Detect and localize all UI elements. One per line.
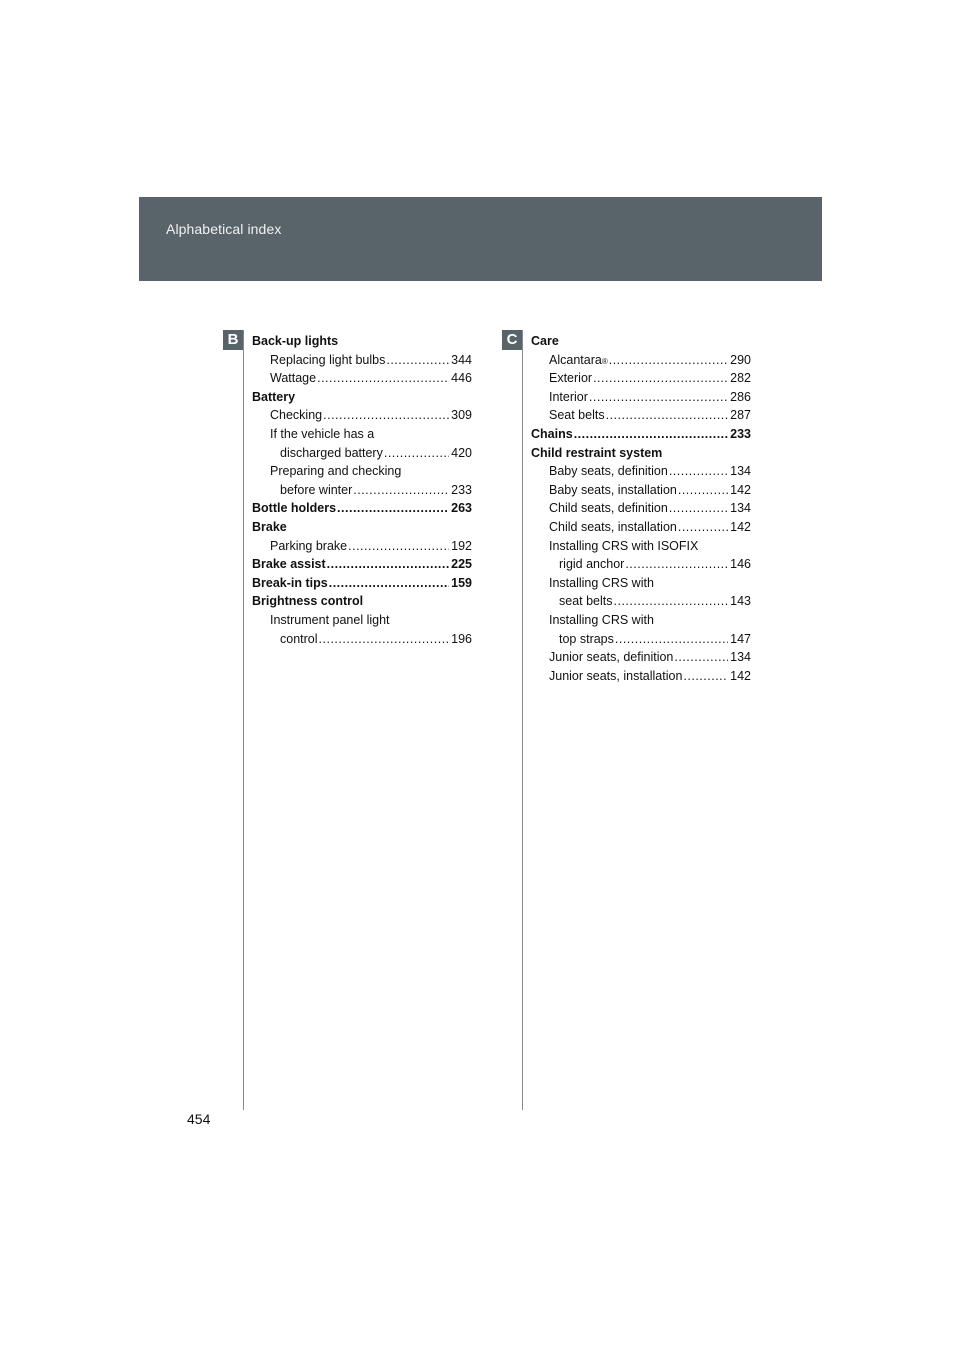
index-entry-text: Child seats, installation	[549, 519, 677, 534]
index-entry-text: control	[280, 631, 318, 646]
index-entry-page: 263	[451, 501, 472, 516]
dot-leader	[669, 499, 728, 518]
index-entry	[252, 592, 472, 611]
index-entry	[252, 574, 472, 593]
index-column-c	[531, 332, 751, 685]
page-number: 454	[187, 1111, 211, 1127]
dot-leader	[353, 481, 449, 500]
dot-leader	[615, 630, 728, 649]
dot-leader	[323, 406, 449, 425]
index-entry-page: 142	[730, 668, 751, 683]
index-entry-text: Replacing light bulbs	[270, 352, 386, 367]
index-entry	[252, 444, 472, 463]
index-entry-page: 146	[730, 557, 751, 572]
index-entry	[252, 630, 472, 649]
index-entry-page: 134	[730, 501, 751, 516]
index-entry-text: If the vehicle has a	[270, 426, 375, 441]
index-entry	[531, 667, 751, 686]
index-entry-page: 344	[451, 352, 472, 367]
index-entry	[531, 574, 751, 593]
index-entry-page: 290	[730, 352, 751, 367]
index-entry-page: 159	[451, 575, 472, 590]
index-entry-page: 134	[730, 464, 751, 479]
index-entry	[531, 462, 751, 481]
index-entry	[252, 518, 472, 537]
index-entry-text: Chains	[531, 426, 573, 441]
index-entry-text: Care	[531, 334, 559, 348]
index-entry	[252, 537, 472, 556]
index-entry	[531, 592, 751, 611]
index-entry	[531, 648, 751, 667]
dot-leader	[678, 518, 728, 537]
index-entry	[252, 388, 472, 407]
dot-leader	[317, 369, 449, 388]
index-entry	[531, 555, 751, 574]
index-entry	[531, 537, 751, 556]
index-entry	[531, 630, 751, 649]
index-entry-text: Baby seats, definition	[549, 464, 668, 479]
index-entry-page: 142	[730, 519, 751, 534]
index-entry-text: Interior	[549, 389, 588, 404]
index-entry-text: rigid anchor	[559, 557, 625, 572]
dot-leader	[593, 369, 728, 388]
dot-leader	[674, 648, 728, 667]
index-entry-text: Installing CRS with	[549, 575, 654, 590]
index-entry-text: Alcantara	[549, 352, 602, 367]
column-divider-b	[243, 330, 244, 1110]
index-entry: Alcantara ® ..... 290	[531, 351, 751, 370]
index-entry-text: discharged battery	[280, 445, 383, 460]
index-entry-text: Brake	[252, 519, 287, 534]
index-entry-text: Child seats, definition	[549, 501, 668, 516]
index-entry	[531, 611, 751, 630]
dot-leader	[614, 592, 729, 611]
index-entry-text: Brake assist	[252, 557, 326, 572]
index-entry-text: Junior seats, installation	[549, 668, 683, 683]
index-entry-text: Baby seats, installation	[549, 482, 677, 497]
index-entry	[252, 481, 472, 500]
dot-leader	[319, 630, 450, 649]
index-entry-page: 420	[451, 445, 472, 460]
index-letter-b: B	[223, 330, 243, 350]
index-entry-page: 309	[451, 408, 472, 423]
dot-leader	[327, 555, 449, 574]
dot-leader	[337, 499, 449, 518]
index-entry	[252, 425, 472, 444]
section-header-bar	[139, 197, 822, 281]
index-entry-text: Junior seats, definition	[549, 650, 674, 665]
dot-leader	[606, 406, 729, 425]
index-entry-page: 134	[730, 650, 751, 665]
dot-leader	[669, 462, 728, 481]
index-entry	[531, 332, 751, 351]
dot-leader	[386, 351, 449, 370]
index-entry-page: 225	[451, 557, 472, 572]
index-entry	[252, 499, 472, 518]
index-entry-text: Exterior	[549, 371, 593, 386]
index-entry-text: Parking brake	[270, 538, 348, 553]
index-entry	[531, 499, 751, 518]
index-entry-page: 287	[730, 408, 751, 423]
index-letter-c: C	[502, 330, 522, 350]
index-entry-text: Installing CRS with	[549, 612, 654, 627]
index-entry-page: 143	[730, 594, 751, 609]
index-entry	[252, 406, 472, 425]
index-column-b	[252, 332, 472, 648]
dot-leader	[683, 667, 728, 686]
index-entry	[531, 425, 751, 444]
index-entry-text: Child restraint system	[531, 445, 663, 460]
index-entry-page: 286	[730, 389, 751, 404]
index-entry-text: Back-up lights	[252, 334, 339, 348]
index-entry	[531, 518, 751, 537]
index-entry-text: Battery	[252, 389, 296, 404]
index-entry	[252, 332, 472, 351]
index-entry-page: 147	[730, 631, 751, 646]
index-entry	[531, 481, 751, 500]
dot-leader	[348, 537, 449, 556]
index-entry-text: Wattage	[270, 371, 317, 386]
dot-leader	[574, 425, 728, 444]
dot-leader	[589, 388, 728, 407]
index-entry-text: Break-in tips	[252, 575, 328, 590]
dot-leader	[678, 481, 728, 500]
index-entry-text: Installing CRS with ISOFIX	[549, 538, 699, 553]
dot-leader	[625, 555, 728, 574]
index-entry-page: 142	[730, 482, 751, 497]
index-entry-page: 233	[451, 482, 472, 497]
dot-leader	[384, 444, 449, 463]
index-entry-text: Seat belts	[549, 408, 605, 423]
index-entry-page: 233	[730, 426, 751, 441]
index-entry-text: Preparing and checking	[270, 464, 402, 479]
index-entry	[252, 351, 472, 370]
index-entry	[531, 406, 751, 425]
index-entry	[531, 388, 751, 407]
index-entry	[252, 555, 472, 574]
dot-leader	[329, 574, 449, 593]
index-entry	[252, 369, 472, 388]
dot-leader	[609, 351, 728, 370]
index-entry-text: Bottle holders	[252, 501, 337, 516]
index-entry-page: 192	[451, 538, 472, 553]
index-entry-text: top straps	[559, 631, 614, 646]
index-entry	[252, 611, 472, 630]
index-entry-page: 196	[451, 631, 472, 646]
index-entry-text: before winter	[280, 482, 353, 497]
index-entry	[531, 369, 751, 388]
index-entry-page: 446	[451, 371, 472, 386]
index-entry-text: seat belts	[559, 594, 613, 609]
index-entry-text: Checking	[270, 408, 323, 423]
index-entry-text: Instrument panel light	[270, 612, 390, 627]
index-entry-text: Brightness control	[252, 594, 364, 609]
index-entry-page: 282	[730, 371, 751, 386]
column-divider-c	[522, 330, 523, 1110]
index-entry	[531, 444, 751, 463]
index-entry	[252, 462, 472, 481]
section-title: Alphabetical index	[166, 221, 282, 237]
